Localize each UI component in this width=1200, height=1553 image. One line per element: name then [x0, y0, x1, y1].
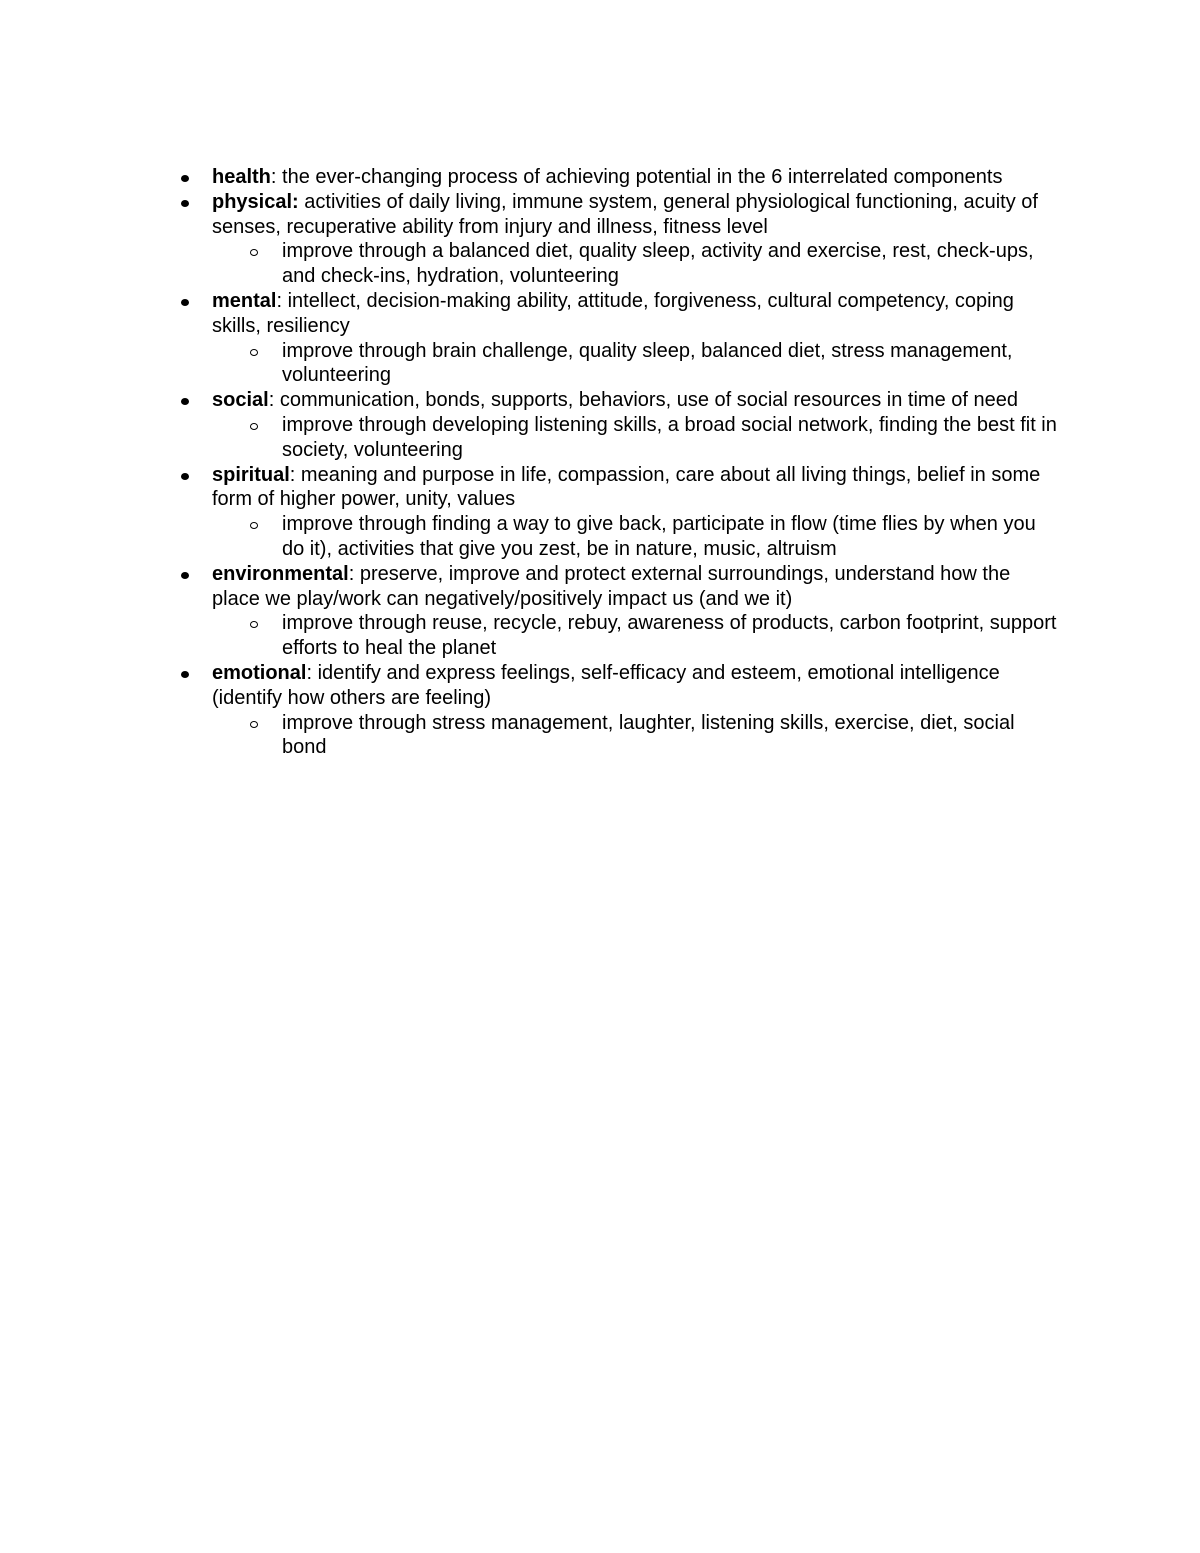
sub-list — [212, 339, 1062, 389]
sub-list-item — [282, 611, 1062, 661]
wellness-dimensions-list — [212, 165, 1062, 760]
item-term: emotional — [212, 661, 307, 684]
sub-list-item — [282, 711, 1062, 761]
item-text: : the ever-changing process of achieving potential in the 6 interrelated components — [270, 166, 1003, 188]
list-item-environmental — [212, 562, 1062, 661]
bullet-circle-icon — [250, 349, 258, 356]
bullet-circle-icon — [250, 522, 258, 529]
item-text: : preserve, improve and protect external surroundings, understand how the place we play/work can negatively/positively impact us (and we it) — [212, 562, 1011, 610]
sub-item-text: improve through stress management, laughter, listening skills, exercise, diet, social bond — [282, 711, 1015, 759]
bullet-circle-icon — [250, 423, 258, 430]
bullet-disc-icon — [181, 473, 189, 480]
bullet-circle-icon — [250, 249, 258, 256]
item-text: : communication, bonds, supports, behaviors, use of social resources in time of need — [268, 389, 1018, 412]
list-item-emotional — [212, 661, 1062, 760]
sub-list-item — [282, 413, 1062, 463]
bullet-disc-icon — [181, 200, 189, 207]
sub-list — [212, 711, 1062, 761]
bullet-circle-icon — [250, 721, 258, 728]
list-item-spiritual — [212, 463, 1062, 562]
sub-list-item — [282, 339, 1062, 389]
item-term: spiritual — [212, 463, 290, 486]
sub-item-text: improve through finding a way to give back, participate in flow (time flies by when you do it), activities that give you zest, be in nature, music, altruism — [282, 513, 1036, 560]
item-term: mental — [212, 289, 277, 312]
list-item-physical — [212, 190, 1062, 289]
list-item-health — [212, 165, 1062, 190]
sub-list-item — [282, 512, 1062, 562]
sub-list — [212, 413, 1062, 463]
item-term: social — [212, 389, 269, 412]
item-text: : identify and express feelings, self-efficacy and esteem, emotional intelligence (identify how others are feeling) — [212, 661, 1000, 709]
sub-list-item — [282, 239, 1062, 289]
bullet-disc-icon — [181, 299, 189, 306]
item-text: : intellect, decision-making ability, attitude, forgiveness, cultural competency, coping skills, resiliency — [212, 289, 1014, 337]
bullet-disc-icon — [181, 572, 189, 579]
bullet-disc-icon — [181, 398, 189, 405]
sub-item-text: improve through a balanced diet, quality sleep, activity and exercise, rest, check-ups, and check-ins, hydration, volunteering — [282, 240, 1034, 288]
item-text: : meaning and purpose in life, compassion, care about all living things, belief in some form of higher power, unity, values — [212, 463, 1041, 511]
item-term: physical: — [212, 190, 299, 213]
sub-list — [212, 512, 1062, 562]
bullet-circle-icon — [250, 621, 258, 628]
list-item-mental — [212, 289, 1062, 388]
sub-list — [212, 611, 1062, 661]
sub-item-text: improve through developing listening skills, a broad social network, finding the best fit in society, volunteering — [282, 413, 1057, 461]
bullet-disc-icon — [181, 671, 189, 678]
list-item-social — [212, 388, 1062, 462]
item-term: environmental — [212, 562, 349, 585]
bullet-disc-icon — [181, 175, 189, 182]
sub-item-text: improve through reuse, recycle, rebuy, awareness of products, carbon footprint, support efforts to heal the planet — [282, 612, 1057, 660]
sub-item-text: improve through brain challenge, quality sleep, balanced diet, stress management, volunteering — [282, 339, 1013, 387]
item-term: health — [212, 166, 271, 188]
sub-list — [212, 239, 1062, 289]
item-text: activities of daily living, immune system, general physiological functioning, acuity of senses, recuperative ability from injury and illness, fitness level — [212, 190, 1038, 238]
